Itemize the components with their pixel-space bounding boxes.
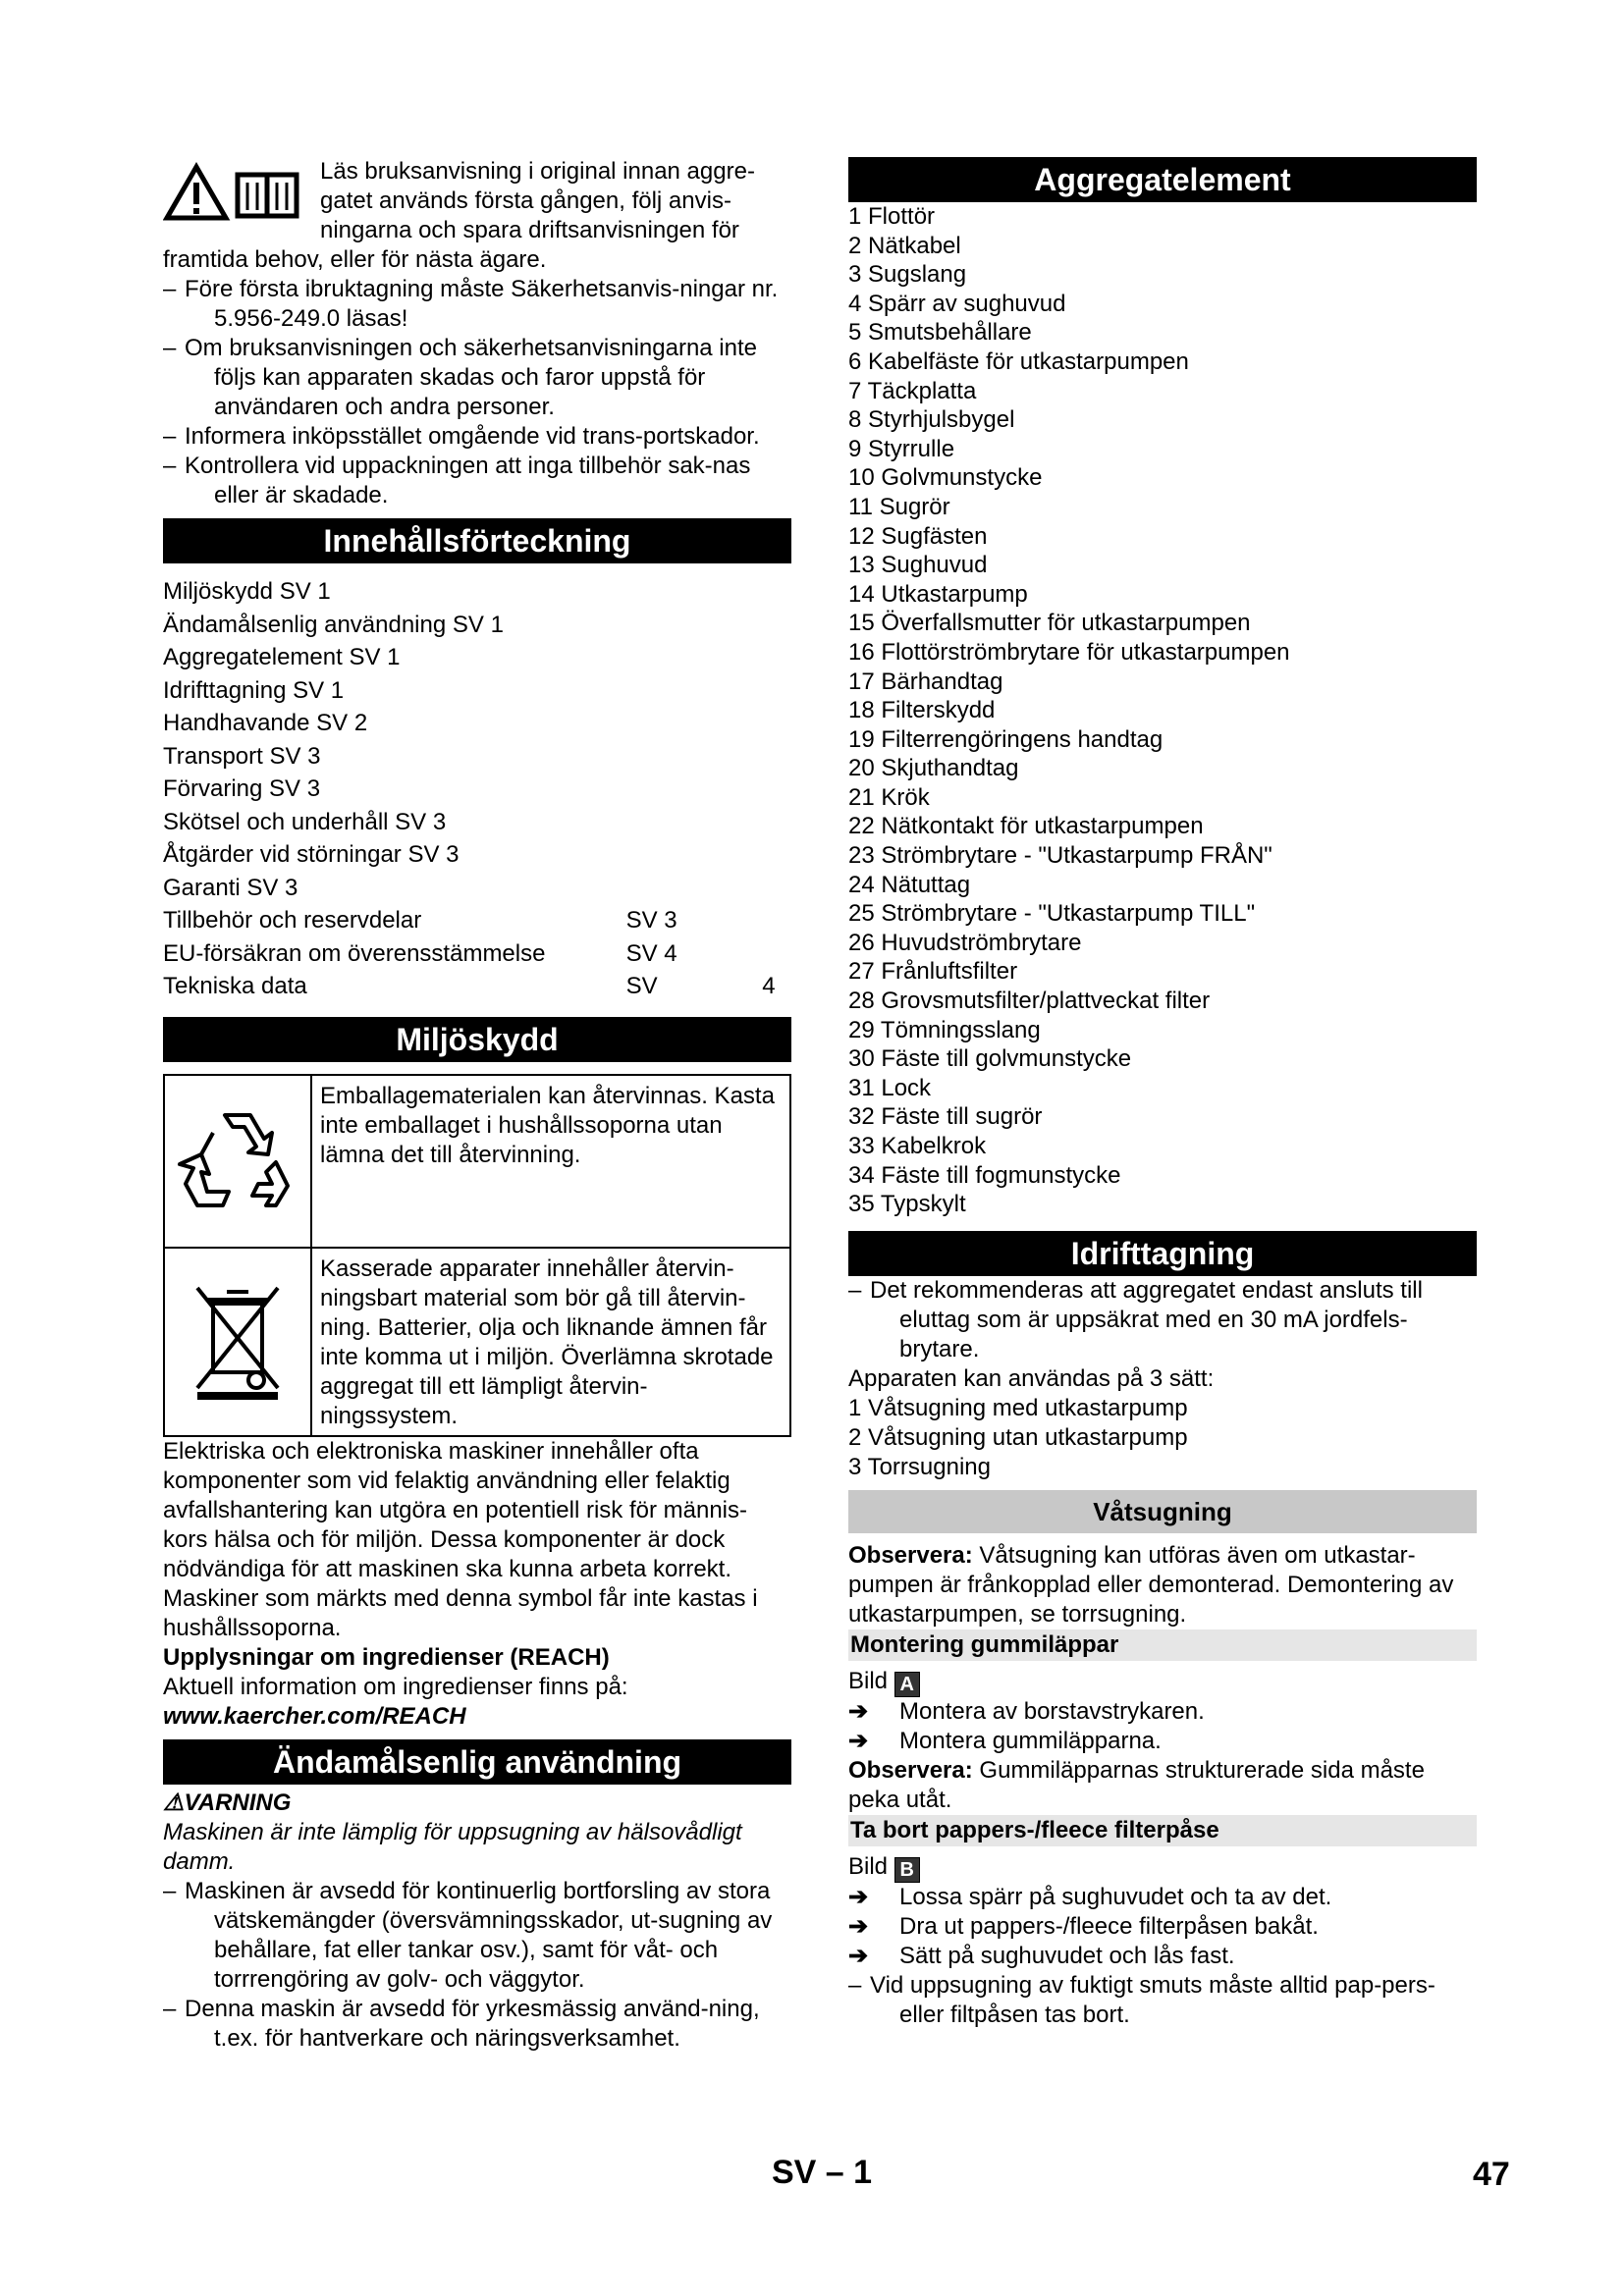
warning-icon: ⚠	[163, 1789, 185, 1816]
right-column	[848, 157, 1477, 2030]
footer-section-code: SV – 1	[772, 2154, 873, 2191]
arrow-icon: ➔	[848, 1942, 869, 1969]
toc-row	[163, 904, 791, 937]
element-item: 15 Överfallsmutter för utkastarpumpen	[848, 610, 1251, 637]
wet-dash-note: – Vid uppsugning av fuktigt smuts måste alltid pap-pers- eller filtpåsen tas bort.	[848, 1971, 1435, 2028]
toc-sv	[626, 674, 763, 708]
toc-title: Åtgärder vid störningar SV 3	[163, 841, 460, 868]
element-item: 35 Typskylt	[848, 1191, 966, 1218]
env-paragraph: Elektriska och elektroniska maskiner innehåller ofta komponenter som vid felaktig användning eller felaktig avfallshantering kan utgöra en potentiell risk för männis-kors hälsa och för miljön. Dessa komponenter är dock nödvändiga för att maskinen ska kunna arbeta korrekt. Maskiner som märkts med denna symbol får inte kastas i hushållssoporna.	[163, 1437, 758, 1641]
toc-sv: SV 3	[625, 907, 677, 934]
element-item: 28 Grovsmutsfilter/plattveckat filter	[848, 988, 1211, 1015]
toc-num	[762, 773, 791, 806]
element-item: 26 Huvudströmbrytare	[848, 929, 1082, 956]
toc-row	[163, 806, 791, 839]
toc-num	[762, 937, 791, 971]
step-item: ➔ Sätt på sughuvudet och lås fast.	[848, 1942, 1235, 1969]
toc-row	[163, 937, 791, 971]
startup-bullet: – Det rekommenderas att aggregatet endast ansluts till eluttag som är uppsäkrat med en 30 mA jordfels-brytare.	[848, 1276, 1423, 1362]
toc-row	[163, 872, 791, 905]
element-item: 31 Lock	[848, 1074, 932, 1101]
toc-row	[163, 575, 791, 609]
intro-section	[163, 157, 791, 510]
intro-bullet: – Kontrollera vid uppackningen att inga tillbehör sak-nas eller är skadade.	[163, 453, 751, 508]
element-item: 11 Sugrör	[848, 493, 950, 520]
element-item: 12 Sugfästen	[848, 522, 988, 550]
toc-row	[163, 773, 791, 806]
step-item: ➔ Montera av borstavstrykaren.	[848, 1697, 1205, 1725]
bild-b: Bild B	[848, 1852, 1477, 1883]
startup-way: 1 Våtsugning med utkastarpump	[848, 1394, 1188, 1421]
toc-list	[163, 575, 791, 1003]
startup-way: 3 Torrsugning	[848, 1453, 991, 1480]
element-item: 32 Fäste till sugrör	[848, 1103, 1043, 1131]
toc-sv	[626, 872, 763, 905]
env-table	[163, 1074, 791, 1437]
toc-sv	[626, 740, 763, 774]
arrow-icon: ➔	[848, 1727, 869, 1754]
toc-title: Tillbehör och reservdelar	[163, 907, 422, 934]
footer-page-number: 47	[1473, 2156, 1510, 2193]
toc-num	[762, 838, 791, 872]
toc-title: Transport SV 3	[163, 742, 321, 770]
bild-a: Bild A	[848, 1667, 1477, 1697]
arrow-icon: ➔	[848, 1697, 869, 1725]
element-item: 22 Nätkontakt för utkastarpumpen	[848, 813, 1204, 840]
startup-way: 2 Våtsugning utan utkastarpump	[848, 1423, 1188, 1451]
intro-bullet: – Om bruksanvisningen och säkerhetsanvisningarna inte följs kan apparaten skadas och faror uppstå för användaren och andra personer.	[163, 335, 757, 420]
toc-title: Idrifttagning SV 1	[163, 676, 345, 704]
element-item: 19 Filterrengöringens handtag	[848, 725, 1164, 753]
element-item: 17 Bärhandtag	[848, 667, 1003, 695]
toc-num	[762, 575, 791, 609]
wet-note: Observera: Våtsugning kan utföras även om utkastar-pumpen är frånkopplad eller demonterad. Demontering av utkastarpumpen, se torrsugning.	[848, 1541, 1454, 1628]
toc-row	[163, 674, 791, 708]
toc-num	[762, 707, 791, 740]
toc-num	[762, 674, 791, 708]
use-heading: Ändamålsenlig användning	[163, 1739, 791, 1785]
step-item: ➔ Lossa spärr på sughuvudet och ta av det.	[848, 1883, 1332, 1910]
toc-row	[163, 838, 791, 872]
reach-text: Aktuell information om ingredienser finns på:	[163, 1673, 628, 1700]
recycle-text: Emballagematerialen kan återvinnas. Kasta inte emballaget i hushållssoporna utan lämna det till återvinning.	[311, 1075, 790, 1248]
step-item: ➔ Dra ut pappers-/fleece filterpåsen bakåt.	[848, 1912, 1319, 1940]
element-item: 18 Filterskydd	[848, 697, 996, 724]
element-item: 1 Flottör	[848, 203, 936, 230]
element-item: 14 Utkastarpump	[848, 580, 1028, 608]
figure-a-badge: A	[894, 1672, 920, 1697]
element-item: 10 Golvmunstycke	[848, 464, 1043, 492]
element-item: 7 Täckplatta	[848, 377, 977, 404]
elements-list	[848, 202, 1477, 1219]
toc-num	[762, 872, 791, 905]
toc-row	[163, 970, 791, 1003]
element-item: 20 Skjuthandtag	[848, 755, 1019, 782]
element-item: 3 Sugslang	[848, 261, 967, 289]
sub-mounting-heading: Montering gummiläppar	[848, 1629, 1477, 1661]
element-item: 30 Fäste till golvmunstycke	[848, 1045, 1132, 1073]
wet-note-2: Observera: Gummiläpparnas strukturerade sida måste peka utåt.	[848, 1756, 1425, 1813]
intro-bullet: – Före första ibruktagning måste Säkerhetsanvis-ningar nr. 5.956-249.0 läsas!	[163, 276, 779, 332]
arrow-icon: ➔	[848, 1883, 869, 1910]
toc-heading: Innehållsförteckning	[163, 518, 791, 563]
recycle-icon	[174, 1094, 301, 1221]
toc-num	[762, 609, 791, 642]
element-item: 5 Smutsbehållare	[848, 319, 1032, 347]
toc-sv: SV 4	[625, 939, 677, 967]
env-heading: Miljöskydd	[163, 1017, 791, 1062]
toc-sv	[626, 641, 763, 674]
intro-icons	[163, 161, 310, 230]
crossed-bin-icon	[184, 1274, 292, 1402]
toc-title: Ändamålsenlig användning SV 1	[163, 611, 504, 638]
startup-ways-intro: Apparaten kan användas på 3 sätt:	[848, 1364, 1215, 1392]
toc-title: Miljöskydd SV 1	[163, 578, 331, 605]
toc-row	[163, 740, 791, 774]
toc-row	[163, 641, 791, 674]
intro-line-1: Läs bruksanvisning i original innan aggre-	[320, 158, 755, 185]
toc-title: Aggregatelement SV 1	[163, 644, 401, 670]
element-item: 16 Flottörströmbrytare för utkastarpumpen	[848, 638, 1290, 666]
weee-text: Kasserade apparater innehåller återvin-ningsbart material som bör gå till återvin-ning. Batterier, olja och liknande ämnen får inte komma ut i miljön. Överlämna skrotade aggregat till ett lämpligt återvin-ningssystem.	[311, 1248, 790, 1436]
toc-sv	[626, 575, 763, 609]
weee-cell	[164, 1248, 311, 1436]
use-bullet: – Denna maskin är avsedd för yrkesmässig använd-ning, t.ex. för hantverkare och näringsverksamhet.	[163, 1995, 760, 2052]
intro-bullet: – Informera inköpsstället omgående vid trans-portskador.	[163, 423, 760, 450]
toc-title: Handhavande SV 2	[163, 710, 368, 736]
element-item: 21 Krök	[848, 783, 930, 811]
wet-heading: Våtsugning	[848, 1490, 1477, 1533]
arrow-icon: ➔	[848, 1912, 869, 1940]
recycle-cell	[164, 1075, 311, 1248]
toc-title: EU-försäkran om överensstämmelse	[163, 939, 546, 967]
element-item: 27 Frånluftsfilter	[848, 958, 1018, 986]
intro-line-3: ningarna och spara driftsanvisningen för	[320, 217, 739, 243]
element-item: 29 Tömningsslang	[848, 1016, 1041, 1043]
toc-num	[762, 904, 791, 937]
toc-num	[762, 806, 791, 839]
element-item: 8 Styrhjulsbygel	[848, 406, 1015, 434]
sub-filterbag-heading: Ta bort pappers-/fleece filterpåse	[848, 1815, 1477, 1846]
element-item: 24 Nätuttag	[848, 871, 971, 898]
intro-line-2: gatet används första gången, följ anvis-	[320, 187, 731, 214]
element-item: 34 Fäste till fogmunstycke	[848, 1161, 1121, 1189]
elements-heading: Aggregatelement	[848, 157, 1477, 202]
toc-num	[762, 641, 791, 674]
toc-sv	[626, 707, 763, 740]
warning-text: Maskinen är inte lämplig för uppsugning av hälsovådligt damm.	[163, 1818, 742, 1875]
toc-sv	[626, 773, 763, 806]
toc-title: Skötsel och underhåll SV 3	[163, 808, 447, 835]
element-item: 4 Spärr av sughuvud	[848, 290, 1066, 317]
figure-b-badge: B	[894, 1857, 920, 1883]
reach-link[interactable]: www.kaercher.com/REACH	[163, 1702, 466, 1730]
toc-sv	[626, 806, 763, 839]
left-column	[163, 157, 791, 2054]
element-item: 9 Styrrulle	[848, 435, 955, 462]
element-item: 13 Sughuvud	[848, 552, 988, 579]
toc-num	[762, 740, 791, 774]
toc-title: Tekniska data	[163, 973, 307, 999]
step-item: ➔ Montera gummiläpparna.	[848, 1727, 1162, 1754]
reach-heading: Upplysningar om ingredienser (REACH)	[163, 1643, 610, 1671]
toc-title: Garanti SV 3	[163, 874, 298, 901]
toc-row	[163, 609, 791, 642]
use-bullet: – Maskinen är avsedd för kontinuerlig bortforsling av stora vätskemängder (översvämningsskador, ut-sugning av behållare, fat eller tankar osv.), samt för våt- och torrrengöring av golv- och väggytor.	[163, 1877, 773, 1993]
toc-sv	[626, 838, 763, 872]
toc-num: 4	[762, 973, 776, 999]
toc-sv	[626, 609, 763, 642]
element-item: 2 Nätkabel	[848, 232, 961, 259]
intro-rest: framtida behov, eller för nästa ägare.	[163, 246, 547, 273]
element-item: 25 Strömbrytare - "Utkastarpump TILL"	[848, 900, 1256, 928]
startup-heading: Idrifttagning	[848, 1231, 1477, 1276]
element-item: 23 Strömbrytare - "Utkastarpump FRÅN"	[848, 842, 1272, 870]
toc-sv: SV	[625, 973, 658, 999]
element-item: 33 Kabelkrok	[848, 1133, 987, 1159]
toc-title: Förvaring SV 3	[163, 775, 321, 802]
warning-label: ⚠VARNING	[163, 1789, 292, 1816]
element-item: 6 Kabelfäste för utkastarpumpen	[848, 347, 1189, 375]
toc-row	[163, 707, 791, 740]
warning-manual-icon	[163, 161, 310, 222]
